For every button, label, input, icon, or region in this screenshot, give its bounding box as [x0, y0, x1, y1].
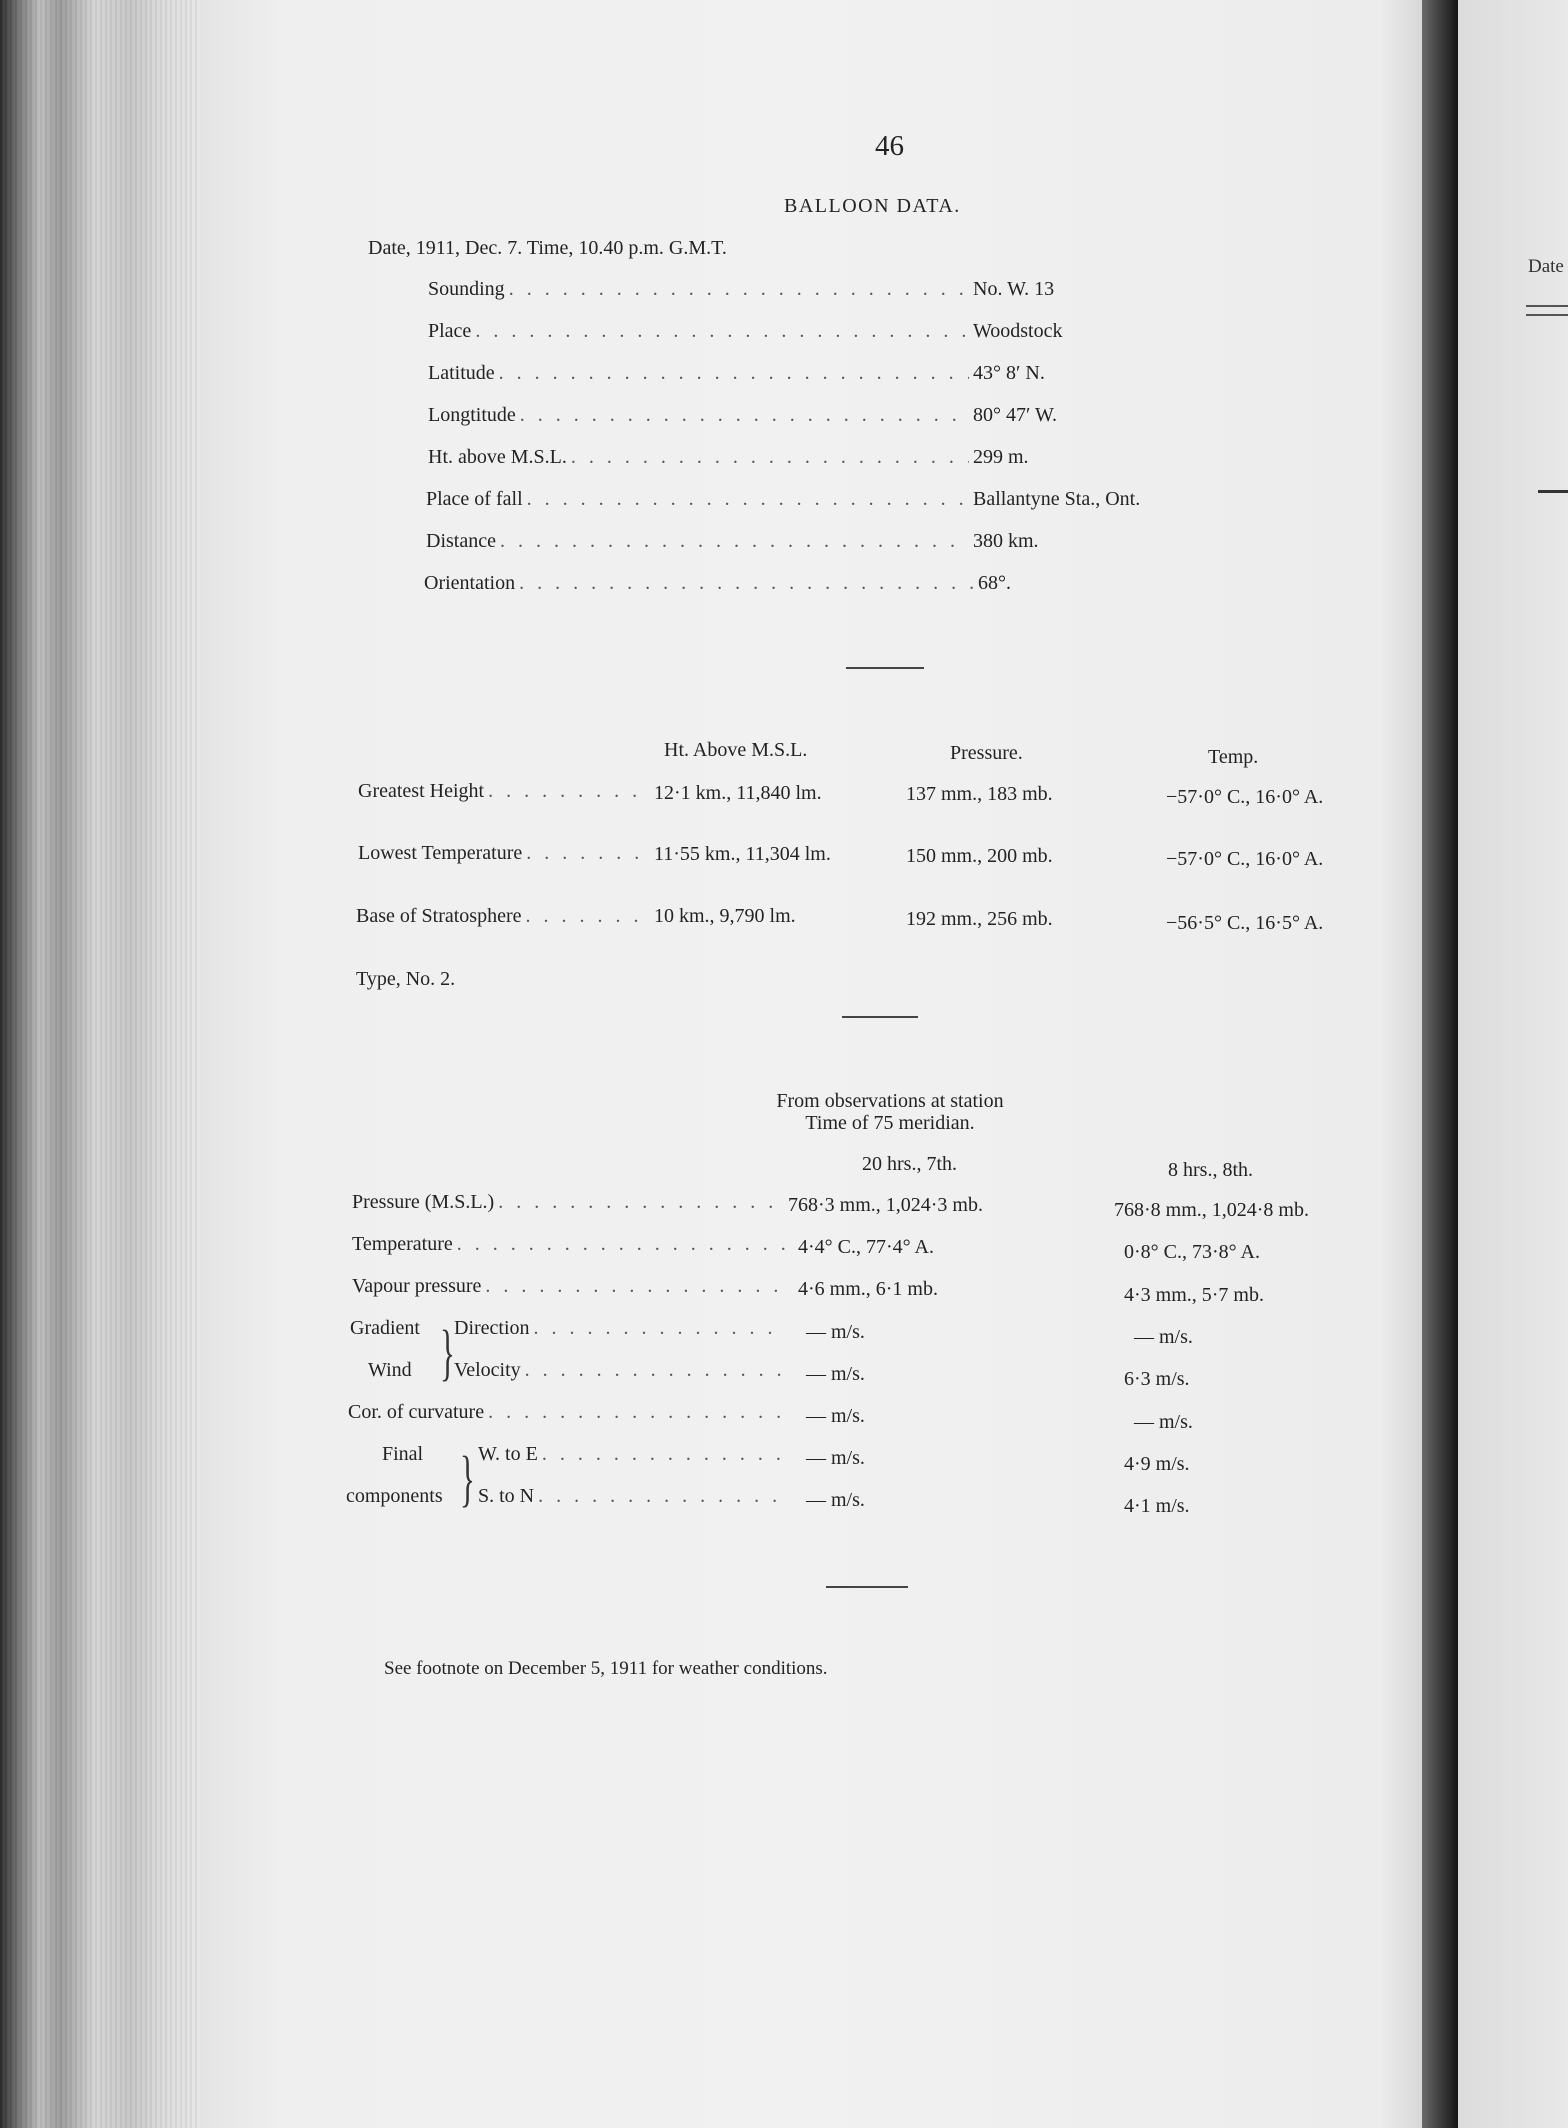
obs-row-label: Cor. of curvature . . . — [348, 1401, 790, 1424]
obs-row-label: W. to E . . . — [478, 1443, 790, 1466]
detail-row-place-of-fall — [426, 488, 1158, 511]
levels-row-label: Lowest Temperature . . . — [358, 842, 648, 865]
book-binding-edge — [0, 0, 200, 2128]
column-header-20hrs: 20 hrs., 7th. — [862, 1153, 957, 1175]
detail-value: Ballantyne Sta., Ont. — [973, 488, 1141, 510]
obs-row-value-8th: 4·1 m/s. — [1124, 1495, 1190, 1517]
date-line: Date, 1911, Dec. 7. Time, 10.40 p.m. G.M.T. — [368, 237, 727, 259]
obs-row-value-7th: 4·6 mm., 6·1 mb. — [798, 1278, 938, 1300]
levels-row-pressure: 192 mm., 256 mb. — [906, 908, 1053, 930]
detail-label: Ht. above M.S.L. — [428, 446, 567, 468]
detail-value: 380 km. — [973, 530, 1039, 552]
levels-row-temp: −57·0° C., 16·0° A. — [1166, 848, 1324, 870]
detail-value: No. W. 13 — [973, 278, 1055, 300]
obs-row-value-8th: 4·9 m/s. — [1124, 1453, 1190, 1475]
obs-row-value-7th: — m/s. — [806, 1321, 865, 1343]
detail-row-longitude — [428, 404, 1158, 427]
detail-value: 68°. — [978, 572, 1011, 594]
obs-row-label: S. to N . . . — [478, 1485, 790, 1508]
section-divider — [842, 1016, 918, 1018]
detail-label: Place — [428, 320, 472, 342]
brace-gradient-wind: } — [440, 1319, 455, 1387]
page-heading: BALLOON DATA. — [784, 195, 961, 217]
column-header-pressure: Pressure. — [950, 742, 1023, 764]
levels-row-temp: −56·5° C., 16·5° A. — [1166, 912, 1324, 934]
brace-final-components: } — [460, 1445, 475, 1513]
detail-row-latitude — [428, 362, 1158, 385]
obs-row-value-8th: 0·8° C., 73·8° A. — [1124, 1241, 1260, 1263]
obs-row-value-8th: 4·3 mm., 5·7 mb. — [1124, 1284, 1264, 1306]
obs-row-label: Pressure (M.S.L.) . . . — [352, 1191, 790, 1214]
obs-row-value-8th: — m/s. — [1134, 1326, 1193, 1348]
section-divider — [826, 1586, 908, 1588]
page-number: 46 — [875, 130, 904, 162]
detail-value: 43° 8′ N. — [973, 362, 1045, 384]
detail-label: Longtitude — [428, 404, 516, 426]
detail-label: Distance — [426, 530, 496, 552]
obs-row-value-7th: — m/s. — [806, 1363, 865, 1385]
obs-row-value-8th: — m/s. — [1134, 1411, 1193, 1433]
group-label-wind: Wind — [368, 1359, 412, 1381]
section-divider — [846, 667, 924, 669]
obs-row-value-7th: — m/s. — [806, 1489, 865, 1511]
obs-row-label: Vapour pressure . . . — [352, 1275, 790, 1298]
obs-row-value-8th: 6·3 m/s. — [1124, 1368, 1190, 1390]
adjacent-page-dash — [1538, 490, 1568, 493]
obs-row-label: Velocity . . . — [454, 1359, 790, 1382]
detail-value: 80° 47′ W. — [973, 404, 1058, 426]
adjacent-page-text: Date — [1528, 256, 1564, 277]
column-header-8hrs: 8 hrs., 8th. — [1168, 1159, 1253, 1181]
column-header-height: Ht. Above M.S.L. — [664, 739, 808, 761]
station-title: From observations at station — [776, 1090, 1004, 1112]
detail-row-distance — [426, 530, 1158, 553]
station-subtitle: Time of 75 meridian. — [805, 1112, 975, 1134]
obs-row-value-7th: — m/s. — [806, 1405, 865, 1427]
levels-row-label: Greatest Height . . . — [358, 780, 648, 803]
levels-row-height: 10 km., 9,790 lm. — [654, 905, 796, 927]
detail-label: Sounding — [428, 278, 505, 300]
detail-row-place — [428, 320, 1158, 343]
levels-row-height: 11·55 km., 11,304 lm. — [654, 843, 831, 865]
levels-row-pressure: 150 mm., 200 mb. — [906, 845, 1053, 867]
group-label-final: Final — [382, 1443, 424, 1465]
obs-row-value-8th: 768·8 mm., 1,024·8 mb. — [1114, 1199, 1309, 1221]
detail-row-sounding — [428, 278, 1158, 301]
detail-row-height — [428, 446, 1158, 469]
column-header-temp: Temp. — [1208, 746, 1259, 768]
detail-value: Woodstock — [973, 320, 1063, 342]
levels-row-pressure: 137 mm., 183 mb. — [906, 783, 1053, 805]
levels-row-height: 12·1 km., 11,840 lm. — [654, 782, 822, 804]
adjacent-page — [1458, 0, 1568, 2128]
obs-row-label: Direction . . . — [454, 1317, 790, 1340]
footnote: See footnote on December 5, 1911 for weather conditions. — [384, 1658, 828, 1679]
detail-label: Place of fall — [426, 488, 523, 510]
adjacent-page-double-rule — [1526, 305, 1568, 316]
detail-value: 299 m. — [973, 446, 1029, 468]
detail-label: Orientation — [424, 572, 516, 594]
page-gutter — [1422, 0, 1458, 2128]
obs-row-value-7th: 4·4° C., 77·4° A. — [798, 1236, 934, 1258]
levels-row-label: Base of Stratosphere . . . — [356, 905, 648, 928]
type-line: Type, No. 2. — [356, 968, 456, 990]
obs-row-value-7th: 768·3 mm., 1,024·3 mb. — [788, 1194, 983, 1216]
group-label-components: components — [346, 1485, 443, 1507]
obs-row-label: Temperature . . . — [352, 1233, 790, 1256]
group-label-gradient: Gradient — [350, 1317, 420, 1339]
detail-label: Latitude — [428, 362, 495, 384]
obs-row-value-7th: — m/s. — [806, 1447, 865, 1469]
detail-row-orientation — [424, 572, 1158, 595]
levels-row-temp: −57·0° C., 16·0° A. — [1166, 786, 1324, 808]
